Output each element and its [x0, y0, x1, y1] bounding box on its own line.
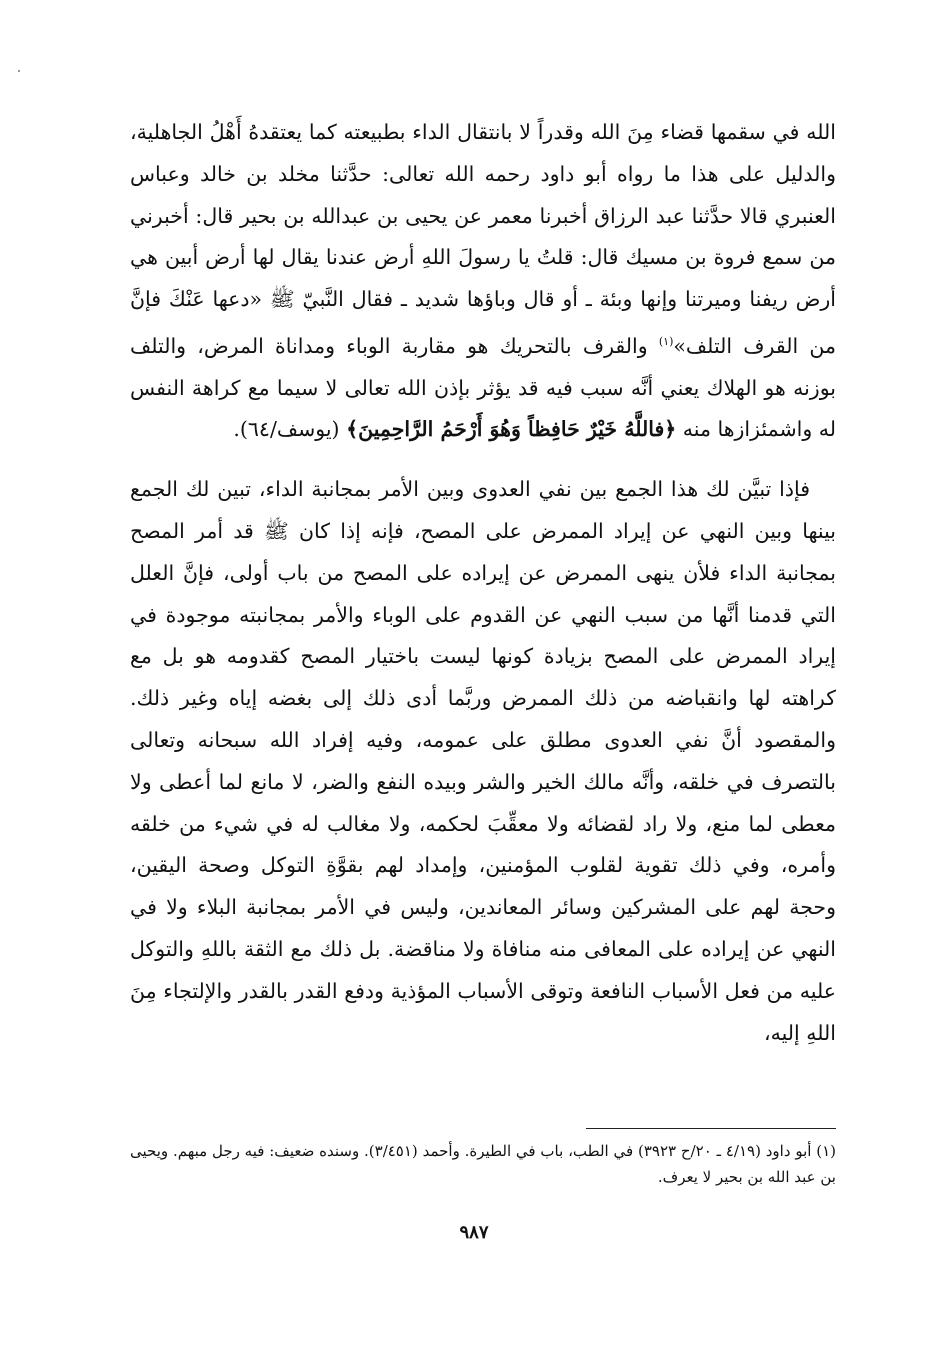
page-number: ٩٨٧ [459, 1222, 489, 1243]
paragraph-1 [130, 112, 836, 451]
paragraph-1-text-b: والقرف بالتحريك هو مقاربة الوباء ومداناة المرض، والتلف بوزنه هو الهلاك يعني أنَّه سبب فيه قد يؤثر بإذن الله تعالى لا سيما مع كراهة النفس له واشمئزازها منه [130, 333, 836, 442]
quran-verse: ﴿فاللَّهُ خَيْرٌ حَافِظاً وَهُوَ أَرْحَمُ الرَّاحِمِينَ﴾ [346, 417, 677, 442]
scan-speck [18, 70, 20, 72]
paragraph-1-text-a: الله في سقمها قضاء مِنَ الله وقدراً لا بانتقال الداء بطبيعته كما يعتقدهُ أَهْلُ الجاهلية، والدليل على هذا ما رواه أبو داود رحمه الله تعالى: حدَّثنا مخلد بن خالد وعباس العنبري قالا حدَّثنا عبد الرزاق أخبرنا معمر عن يحيى بن عبدالله بن بحير قال: أخبرني من سمع فروة بن مسيك قال: قلتُ يا رسولَ اللهِ أرض عندنا يقال لها أرض أبين هي أرض ريفنا وميرتنا وإنها وبئة ـ أو قال وباؤها شديد ـ فقال النَّبيّ ﷺ «دعها عَنْكَ فإنَّ من القرف التلف» [130, 120, 837, 358]
footnote-divider [586, 1128, 836, 1129]
footnote-reference: (١) [658, 334, 674, 348]
main-text [130, 112, 836, 1054]
footnote: (١) أبو داود (٤/١٩ ـ ٢٠/ح ٣٩٢٣) في الطب، باب في الطيرة. وأحمد (٣/٤٥١). وسنده ضعيف: فيه رجل مبهم. ويحيى بن عبد الله بن بحير لا يعرف. [130, 1142, 836, 1186]
paragraph-2: فإذا تبيَّن لك هذا الجمع بين نفي العدوى وبين الأمر بمجانبة الداء، تبين لك الجمع بينها وبين النهي عن إيراد الممرض على المصح، فإنه إذا كان ﷺ قد أمر المصح بمجانبة الداء فلأن ينهى الممرض عن إيراده على المصح من باب أولى، فإنَّ العلل التي قدمنا أنَّها من سبب النهي عن القدوم على الوباء والأمر بمجانبته موجودة في إيراد الممرض على المصح بزيادة كونها ليست باختيار المصح كقدومه هو بل مع كراهته لها وانقباضه من ذلك الممرض وربَّما أدى ذلك إلى بغضه إياه وغير ذلك. والمقصود أنَّ نفي العدوى مطلق على عمومه، وفيه إفراد الله سبحانه وتعالى بالتصرف في خلقه، وأنَّه مالك الخير والشر وبيده النفع والضر، لا مانع لما أعطى ولا معطى لما منع، ولا راد لقضائه ولا معقِّبَ لحكمه، ولا مغالب له في شيء من خلقه وأمره، وفي ذلك تقوية لقلوب المؤمنين، وإمداد لهم بقوَّةِ التوكل وصحة اليقين، وحجة لهم على المشركين وسائر المعاندين، وليس في الأمر بمجانبة البلاء ولا في النهي عن إيراده على المعافى منه منافاة ولا مناقضة. بل ذلك مع الثقة باللهِ والتوكل عليه من فعل الأسباب النافعة وتوقى الأسباب المؤذية ودفع القدر بالقدر والإلتجاء مِنَ اللهِ إليه، [130, 477, 836, 1045]
verse-citation: (يوسف/٦٤). [233, 417, 347, 442]
